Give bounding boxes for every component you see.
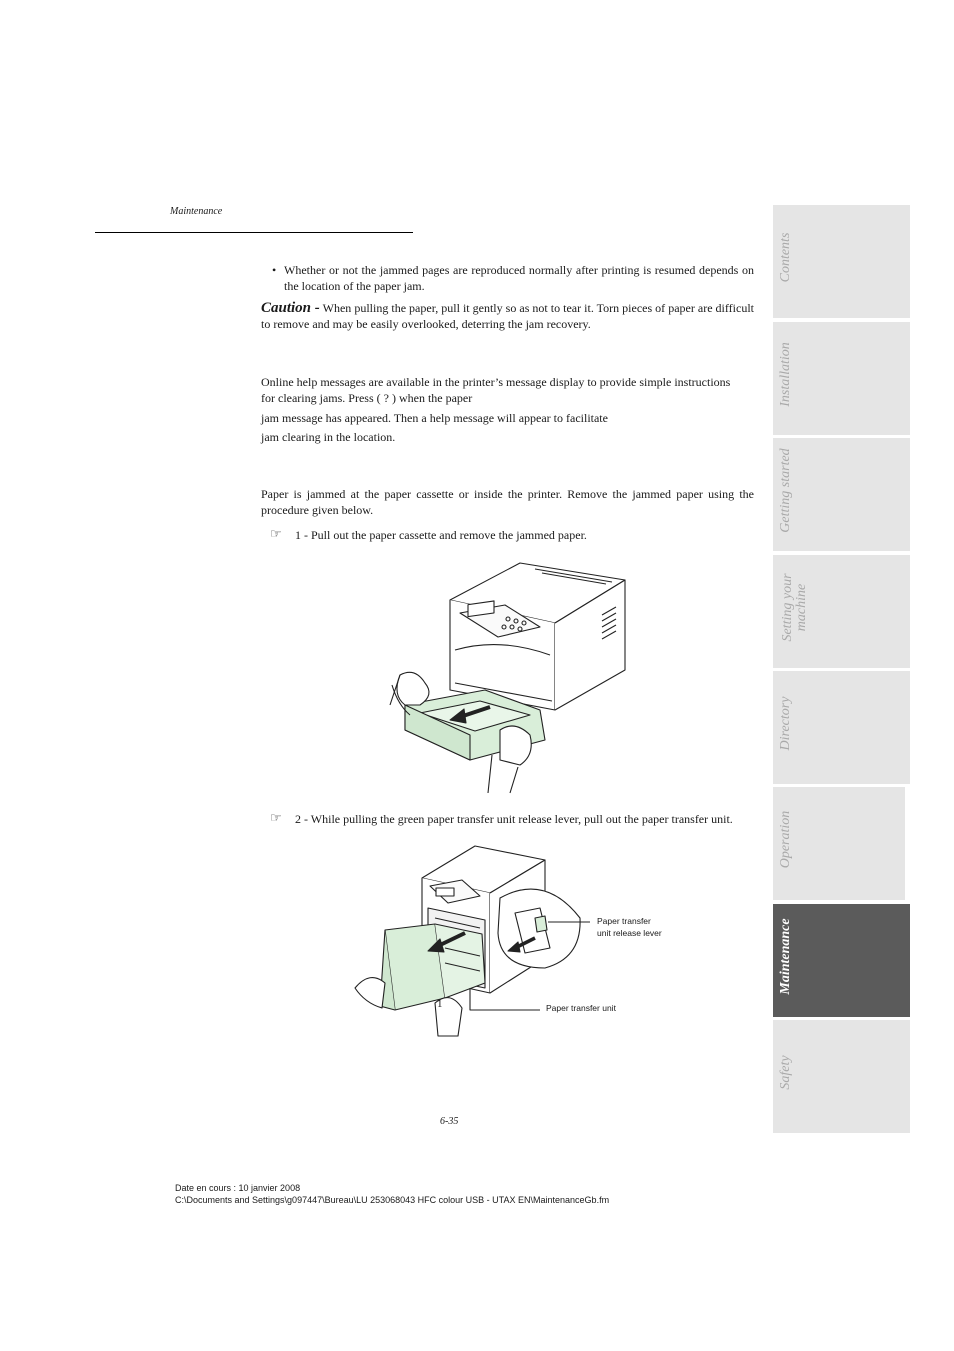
footer-path: C:\Documents and Settings\g097447\Bureau\LU 253068043 HFC colour USB - UTAX EN\MaintenanceGb.fm [175, 1195, 610, 1205]
callout-release-lever-line-2: unit release lever [597, 928, 662, 938]
bullet-text: Whether or not the jammed pages are reproduced normally after printing is resumed depends on the location of the paper jam. [284, 263, 754, 293]
callout-release-lever-line-1: Paper transfer [597, 916, 651, 926]
caution-text: When pulling the paper, pull it gently so as not to tear it. Torn pieces of paper are difficult to remove and may be easily overlooked, deterring the jam recovery. [261, 301, 754, 331]
caution-label: Caution - [261, 300, 320, 316]
callout-transfer-unit: Paper transfer unit [546, 1003, 616, 1013]
step-1-text: 1 - Pull out the paper cassette and remove the jammed paper. [295, 528, 587, 542]
tab-directory[interactable] [773, 671, 910, 784]
tab-setting-your-machine-label [773, 555, 817, 668]
tab-setting-your-machine-line-2: machine [794, 583, 809, 632]
footer-date: Date en cours : 10 janvier 2008 [175, 1183, 301, 1193]
tab-operation-label: Operation [778, 810, 793, 869]
tab-directory-label: Directory [778, 696, 793, 751]
online-help-line-1: Online help messages are available in the printer’s message display to provide simple instructions [261, 375, 731, 389]
step-2-text: 2 - While pulling the green paper transfer unit release lever, pull out the paper transfer unit. [295, 812, 733, 826]
section-title: Maintenance [170, 206, 223, 217]
pointing-hand-icon: ☞ [270, 526, 282, 541]
tab-setting-your-machine-line-1: Setting your [780, 573, 795, 642]
page-number: 6-35 [440, 1116, 459, 1127]
online-help-line-2: for clearing jams. Press ( ? ) when the paper [261, 391, 473, 405]
tab-getting-started[interactable] [773, 438, 910, 551]
tab-contents[interactable] [773, 205, 910, 318]
tab-operation[interactable] [773, 787, 905, 900]
online-help-line-4: jam clearing in the location. [261, 430, 396, 444]
bullet-dot: • [272, 263, 277, 277]
figure-digit-label: 1 [437, 998, 443, 1010]
tab-maintenance-label: Maintenance [778, 918, 793, 995]
tab-installation-label: Installation [778, 342, 793, 407]
jam-intro-text: Paper is jammed at the paper cassette or inside the printer. Remove the jammed paper using the procedure given below. [261, 487, 754, 517]
tab-contents-label: Contents [778, 232, 793, 283]
tab-installation[interactable] [773, 322, 910, 435]
tab-getting-started-label: Getting started [778, 448, 793, 533]
figure-cassette-removal [380, 555, 640, 795]
tab-maintenance[interactable] [773, 904, 910, 1017]
tab-setting-your-machine[interactable] [773, 555, 910, 668]
header-rule [95, 232, 413, 233]
pointing-hand-icon-2: ☞ [270, 810, 282, 825]
tab-safety[interactable] [773, 1020, 910, 1133]
online-help-line-3: jam message has appeared. Then a help message will appear to facilitate [261, 411, 608, 425]
caution-paragraph [261, 300, 754, 332]
tab-safety-label: Safety [778, 1055, 793, 1090]
